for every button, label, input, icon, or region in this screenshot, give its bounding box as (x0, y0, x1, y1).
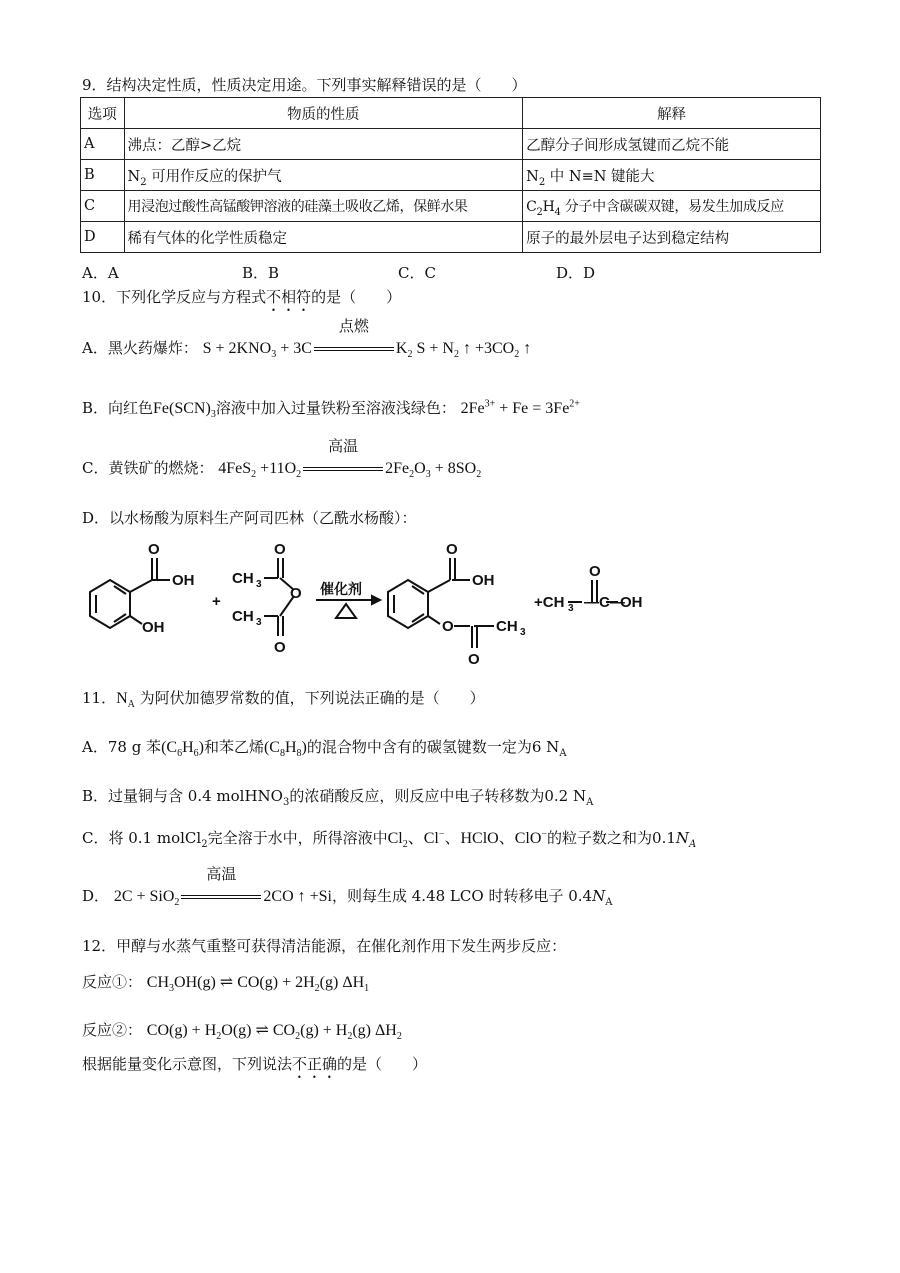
choice-d: D．D (556, 264, 596, 282)
svg-text:O: O (446, 541, 458, 558)
row-option: C (81, 191, 125, 222)
row-option: A (81, 129, 125, 160)
svg-text:CH: CH (496, 618, 518, 635)
svg-text:O: O (589, 563, 601, 580)
q11-option-a: A．78 g 苯$(C_6H_6)$和苯乙烯$(C_8H_8)$的混合物中含有的碳氢键数一定为6 $N_A$ (82, 738, 567, 760)
choice-a: A．A (82, 264, 119, 282)
row-explanation: $C_2H_4$ 分子中含碳碳双键，易发生加成反应 (523, 191, 821, 222)
q11-option-d: D． 2C + SiO$_2$ 高温 2CO ↑ +Si，则每生成 4.48 LCO 时转移电子 $0.4N_A$ (82, 867, 613, 909)
row-option: B (81, 160, 125, 191)
svg-text:CH: CH (232, 570, 254, 587)
row-explanation: 乙醇分子间形成氢键而乙烷不能 (523, 129, 821, 160)
choice-c: C．C (398, 264, 436, 282)
svg-text:O: O (274, 639, 286, 656)
row-property: $N_2$ 可用作反应的保护气 (124, 160, 523, 191)
aspirin-reaction-diagram (82, 540, 682, 670)
catalyst-label: 催化剂 (320, 581, 362, 597)
table-header-row (81, 98, 821, 129)
svg-text:3: 3 (520, 627, 526, 638)
heat-triangle-icon (336, 604, 356, 618)
q12-stem: 12．甲醇与水蒸气重整可获得清洁能源，在催化剂作用下发生两步反应： (82, 937, 567, 955)
svg-text:CH: CH (232, 608, 254, 625)
col-header-property: 物质的性质 (124, 98, 523, 129)
svg-text:+: + (212, 593, 221, 610)
q10-option-b: B．向红色$Fe(SCN)_3$溶液中加入过量铁粉至溶液浅绿色： $2Fe^{3+} + Fe = 3Fe^{2+}$ (82, 398, 580, 421)
q11-option-c: C．将 0.1 molCl$_2$完全溶于水中，所得溶液中$Cl_2$、Cl−、HClO、ClO−的粒子数之和为$0.1N_A$ (82, 828, 697, 851)
emphasis-text: 不正确 (292, 1055, 338, 1073)
q10-option-a: A．黑火药爆炸： $S + 2KNO_3 + 3C$ 点燃 $K_2$ $S + N_2$ ↑ $+3CO_2$ ↑ (82, 319, 532, 361)
svg-text:OH: OH (172, 572, 195, 589)
svg-text:OH: OH (620, 594, 643, 611)
emphasis-text: 不相符 (266, 288, 312, 306)
svg-text:O: O (442, 618, 454, 635)
svg-text:OH: OH (472, 572, 495, 589)
svg-text:+CH: +CH (534, 594, 565, 611)
row-property: 稀有气体的化学性质稳定 (124, 222, 523, 253)
q11-option-b: B．过量铜与含 0.4 molHNO$_3$的浓硝酸反应，则反应中电子转移数为0.2 $N_A$ (82, 787, 594, 808)
q12-last-line: 根据能量变化示意图，下列说法不正确的是（ ） (82, 1055, 428, 1073)
svg-text:O: O (274, 541, 286, 558)
choice-b: B．B (242, 264, 280, 282)
svg-text:3: 3 (568, 603, 574, 614)
col-header-option: 选项 (81, 98, 125, 129)
q12-reaction-1: 反应①： $CH_3OH(g)$ ⇌ $CO(g) + 2H_2(g)$ $\Delta H_1$ (82, 973, 370, 995)
row-option: D (81, 222, 125, 253)
svg-text:OH: OH (142, 619, 165, 636)
row-property: 用浸泡过酸性高锰酸钾溶液的硅藻土吸收乙烯，保鲜水果 (124, 191, 523, 222)
svg-text:3: 3 (256, 579, 262, 590)
q10-option-d: D．以水杨酸为原料生产阿司匹林（乙酰水杨酸）： (82, 509, 417, 527)
table-row (81, 129, 821, 160)
svg-text:O: O (468, 651, 480, 668)
q9-table (80, 97, 821, 253)
svg-text:O: O (148, 541, 160, 558)
table-row (81, 160, 821, 191)
q10-option-c: C．黄铁矿的燃烧： $4FeS_2 +11O_2$ 高温 $2Fe_2O_3 + 8SO_2$ (82, 439, 482, 481)
row-explanation: $N_2$ 中 N≡N 键能大 (523, 160, 821, 191)
q9-stem: 9．结构决定性质，性质决定用途。下列事实解释错误的是（ ） (82, 76, 527, 94)
row-explanation: 原子的最外层电子达到稳定结构 (523, 222, 821, 253)
table-row (81, 222, 821, 253)
col-header-explanation: 解释 (523, 98, 821, 129)
q12-reaction-2: 反应②： $CO(g) + H_2O(g)$ ⇌ $CO_2(g) + H_2(g)$ $\Delta H_2$ (82, 1021, 402, 1043)
row-property: 沸点：乙醇>乙烷 (124, 129, 523, 160)
table-row (81, 191, 821, 222)
svg-text:—C—: —C— (584, 594, 625, 611)
svg-text:O: O (290, 585, 302, 602)
q11-stem: 11．$N_A$ 为阿伏加德罗常数的值，下列说法正确的是（ ） (82, 689, 485, 711)
svg-text:3: 3 (256, 617, 262, 628)
q10-stem: 10．下列化学反应与方程式不相符的是（ ） (82, 288, 402, 306)
